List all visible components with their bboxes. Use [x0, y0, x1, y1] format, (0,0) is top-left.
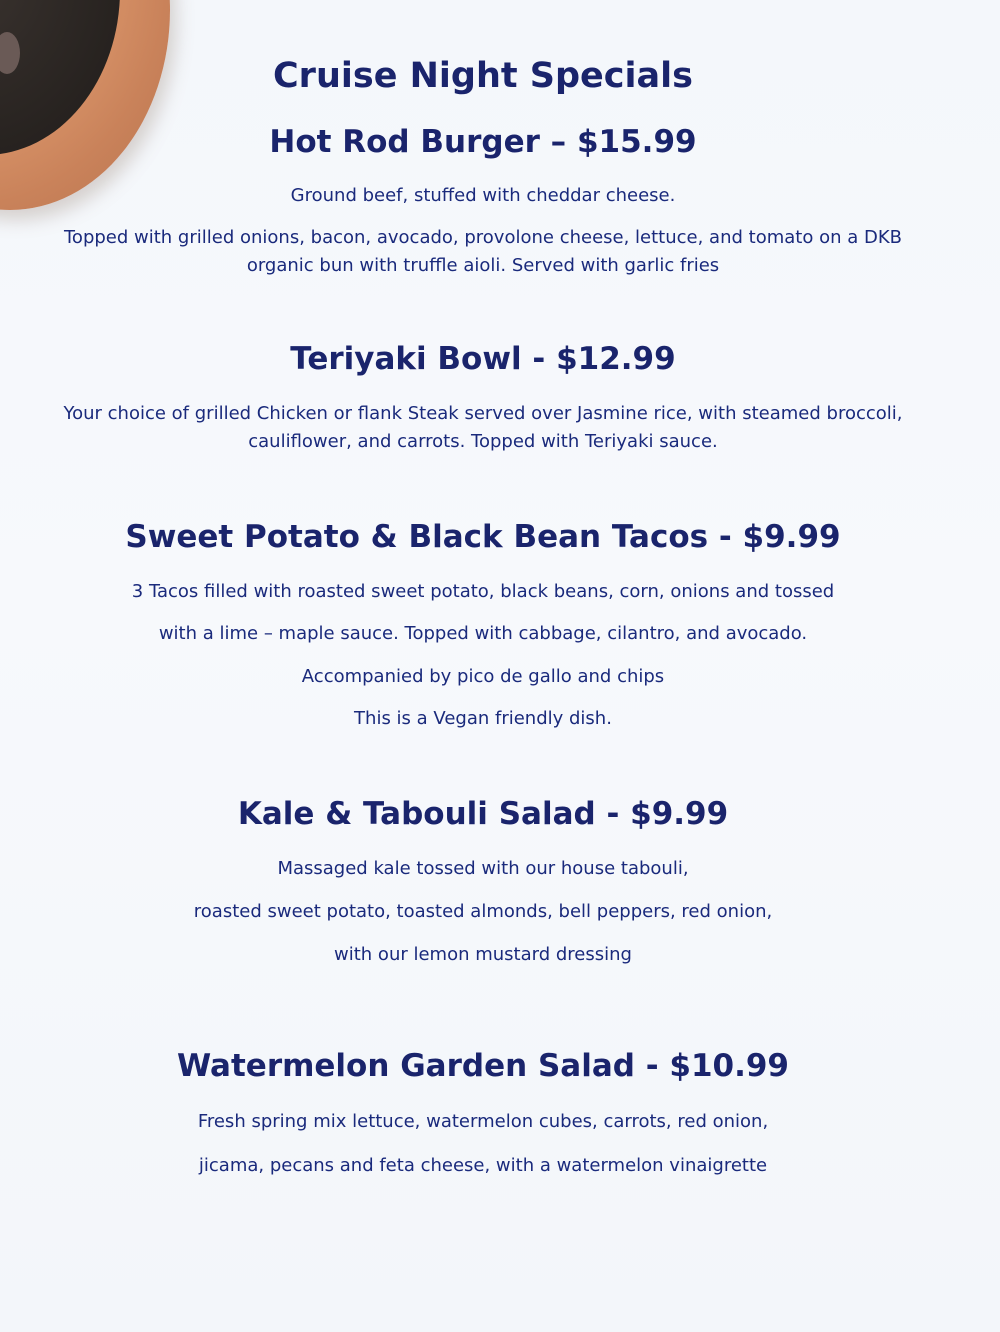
menu-item-kale-salad-name: Kale & Tabouli Salad - $9.99 [237, 796, 729, 832]
menu-item-watermelon-salad-name: Watermelon Garden Salad - $10.99 [176, 1048, 790, 1084]
menu-item-kale-salad-desc-3: with our lemon mustard dressing [334, 944, 632, 965]
menu-item-watermelon-salad-desc-2: jicama, pecans and feta cheese, with a watermelon vinaigrette [198, 1155, 768, 1176]
menu-item-watermelon-salad-desc-1: Fresh spring mix lettuce, watermelon cubes, carrots, red onion, [197, 1111, 769, 1132]
menu-item-tacos-name: Sweet Potato & Black Bean Tacos - $9.99 [125, 519, 841, 555]
menu-item-kale-salad-desc-2: roasted sweet potato, toasted almonds, bell peppers, red onion, [193, 901, 773, 922]
menu-item-teriyaki-bowl-desc: Your choice of grilled Chicken or flank Steak served over Jasmine rice, with steamed broccoli, cauliflower, and carrots. Topped with Teriyaki sauce. [63, 403, 903, 452]
menu-item-hot-rod-burger-desc-1: Ground beef, stuffed with cheddar cheese. [290, 185, 676, 206]
menu-item-kale-salad-desc-1: Massaged kale tossed with our house tabouli, [277, 858, 689, 879]
menu-item-tacos-desc-3: Accompanied by pico de gallo and chips [301, 666, 665, 687]
menu-item-hot-rod-burger-name: Hot Rod Burger – $15.99 [269, 124, 697, 160]
menu-title: Cruise Night Specials [273, 56, 693, 96]
menu-item-tacos-desc-4: This is a Vegan friendly dish. [354, 708, 612, 729]
menu-item-teriyaki-bowl-name: Teriyaki Bowl - $12.99 [290, 341, 676, 377]
menu-item-hot-rod-burger-desc-2: Topped with grilled onions, bacon, avocado, provolone cheese, lettuce, and tomato on a DKB organic bun with truffle aioli. Served with garlic fries [64, 227, 902, 276]
menu-item-tacos-desc-1: 3 Tacos filled with roasted sweet potato, black beans, corn, onions and tossed [131, 581, 835, 602]
menu-item-tacos-desc-2: with a lime – maple sauce. Topped with cabbage, cilantro, and avocado. [158, 623, 808, 644]
